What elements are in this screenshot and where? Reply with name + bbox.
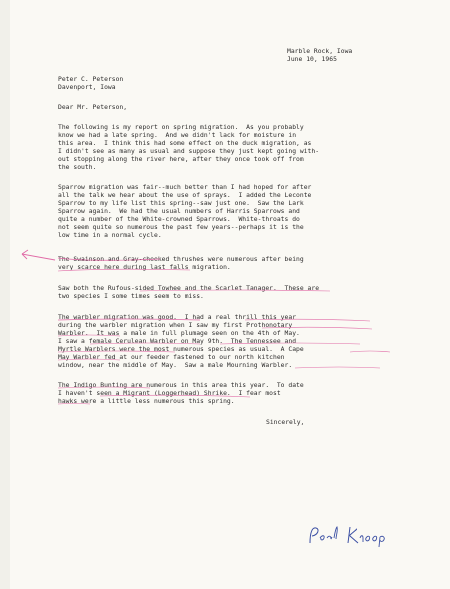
letter-date: June 10, 1965 xyxy=(287,56,337,63)
body-line: all the talk we hear about the use of sprays. I added the Leconte xyxy=(58,192,312,199)
body-line: I haven't seen a Migrant (Loggerhead) Shrike. I fear most xyxy=(58,390,281,397)
recipient-city: Davenport, Iowa xyxy=(58,84,116,91)
body-line: window, near the middle of May. Saw a male Mourning Warbler. xyxy=(58,362,293,369)
body-line: I saw a female Cerulean Warbler on May 9th. The Tennessee and xyxy=(58,338,297,345)
letter-place: Marble Rock, Iowa xyxy=(287,48,353,55)
body-line: quite a number of the White-crowned Sparrows. White-throats do xyxy=(58,216,300,223)
body-line: The Swainson and Gray-cheeked thrushes were numerous after being xyxy=(58,256,304,263)
body-line: The following is my report on spring migration. As you probably xyxy=(58,124,304,131)
body-line: The Indigo Bunting are numerous in this area this year. To date xyxy=(58,382,304,389)
body-line: Sparrow to my life list this spring--saw just one. Saw the Lark xyxy=(58,200,304,207)
body-line: two species I some times seem to miss. xyxy=(58,293,204,300)
handwritten-signature xyxy=(306,523,406,549)
closing: Sincerely, xyxy=(266,419,305,426)
body-line: hawks were a little less numerous this spring. xyxy=(58,398,235,405)
body-line: know we had a late spring. And we didn't lack for moisture in xyxy=(58,132,297,139)
body-line: out stopping along the river here, after they once took off from xyxy=(58,156,304,163)
body-line: during the warbler migration when I saw my first Prothonotary xyxy=(58,322,293,329)
body-line: Myrtle Warblers were the most numerous species as usual. A Cape xyxy=(58,346,304,353)
body-line: I didn't see as many as usual and suppose they just kept going with- xyxy=(58,148,320,155)
body-line: The warbler migration was good. I had a real thrill this year xyxy=(58,314,297,321)
body-line: the south. xyxy=(58,164,97,171)
body-line: May Warbler fed at our feeder fastened to our north kitchen xyxy=(58,354,285,361)
body-line: low time in a normal cycle. xyxy=(58,232,162,239)
body-line: this area. I think this had some effect on the duck migration, as xyxy=(58,140,312,147)
body-line: Sparrow migration was fair--much better than I had hoped for after xyxy=(58,184,312,191)
body-line: very scarce here during last falls migration. xyxy=(58,264,231,271)
body-line: Warbler. It was a male in full plumage seen on the 4th of May. xyxy=(58,330,300,337)
page-edge xyxy=(0,0,10,589)
body-line: not seem quite so numerous the past few years--perhaps it is the xyxy=(58,224,304,231)
body-line: Sparrow again. We had the usual numbers of Harris Sparrows and xyxy=(58,208,300,215)
body-line: Saw both the Rufous-sided Towhee and the Scarlet Tanager. These are xyxy=(58,285,320,292)
salutation: Dear Mr. Peterson, xyxy=(58,104,128,111)
recipient-name: Peter C. Peterson xyxy=(58,76,124,83)
